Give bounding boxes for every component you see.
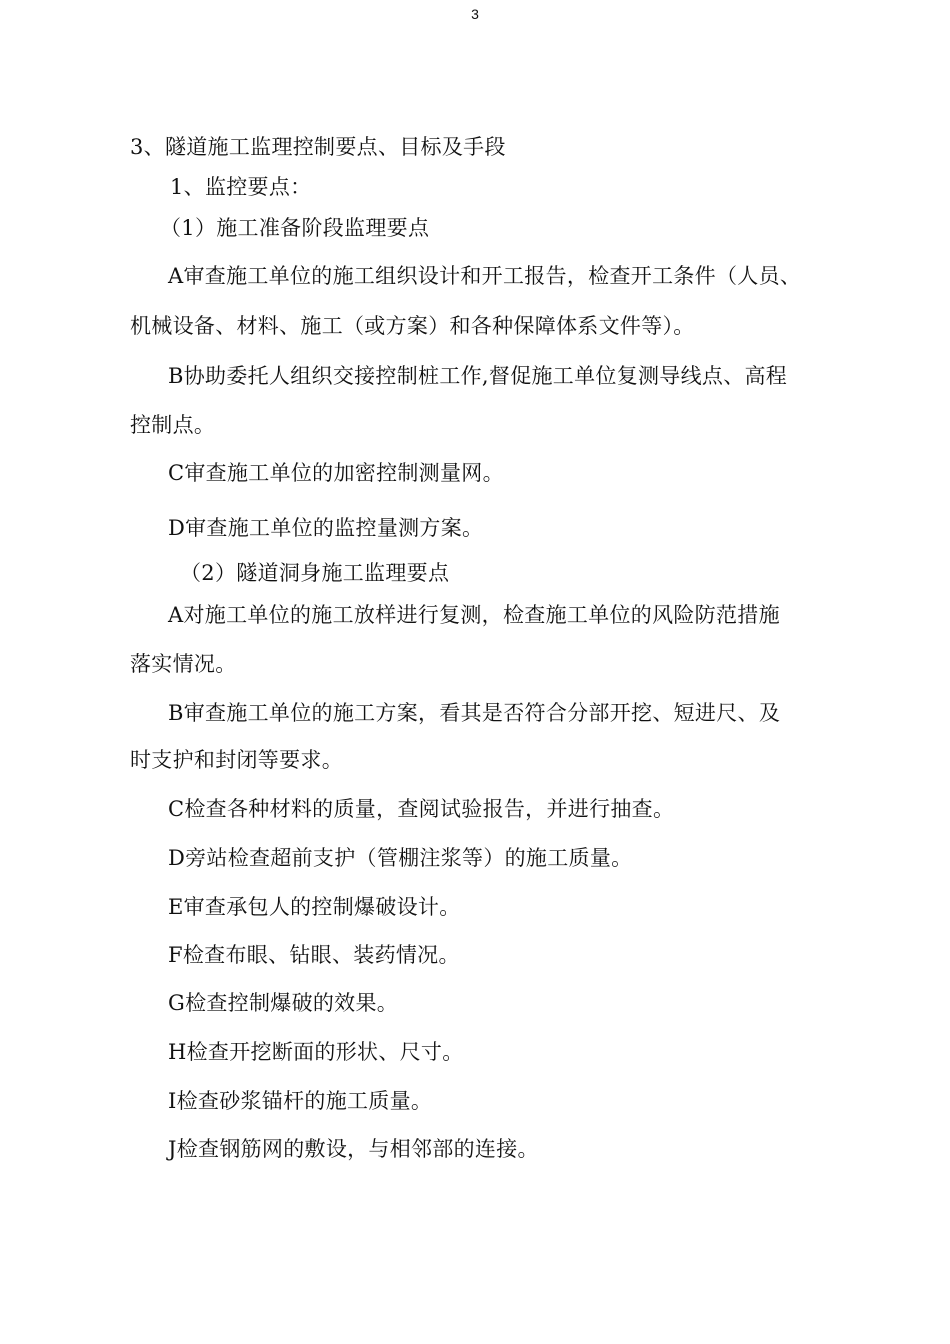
tunnel-item-j: J检查钢筋网的敷设，与相邻部的连接。	[168, 1137, 539, 1161]
tunnel-item-h: H检查开挖断面的形状、尺寸。	[168, 1040, 464, 1064]
tunnel-item-b-line-2: 时支护和封闭等要求。	[130, 748, 343, 772]
prep-item-d: D审查施工单位的监控量测方案。	[168, 516, 484, 540]
subsection-2-title: （2）隧道洞身施工监理要点	[180, 561, 450, 585]
tunnel-item-e: E审查承包人的控制爆破设计。	[168, 895, 461, 919]
tunnel-item-f: F检查布眼、钻眼、装药情况。	[168, 943, 460, 967]
subheading-monitoring-points: 1、监控要点：	[170, 175, 312, 199]
tunnel-item-a-line-1: A对施工单位的施工放样进行复测，检查施工单位的风险防范措施	[168, 603, 780, 627]
tunnel-item-i: I检查砂浆锚杆的施工质量。	[168, 1089, 433, 1113]
subsection-1-title: （1）施工准备阶段监理要点	[160, 216, 430, 240]
prep-item-c: C审查施工单位的加密控制测量网。	[168, 461, 504, 485]
prep-item-b-line-1: B协助委托人组织交接控制桩工作,督促施工单位复测导线点、高程	[168, 364, 788, 388]
prep-item-a-line-1: A审查施工单位的施工组织设计和开工报告，检查开工条件（人员、	[168, 264, 802, 288]
tunnel-item-a-line-2: 落实情况。	[130, 652, 237, 676]
prep-item-b-line-2: 控制点。	[130, 413, 216, 437]
tunnel-item-g: G检查控制爆破的效果。	[168, 991, 399, 1015]
tunnel-item-d: D旁站检查超前支护（管棚注浆等）的施工质量。	[168, 846, 633, 870]
tunnel-item-b-line-1: B审查施工单位的施工方案，看其是否符合分部开挖、短进尺、及	[168, 701, 781, 725]
section-heading: 3、隧道施工监理控制要点、目标及手段	[130, 135, 506, 159]
page-number: 3	[471, 6, 479, 22]
tunnel-item-c: C检查各种材料的质量，查阅试验报告，并进行抽查。	[168, 797, 675, 821]
prep-item-a-line-2: 机械设备、材料、施工（或方案）和各种保障体系文件等）。	[130, 314, 695, 338]
